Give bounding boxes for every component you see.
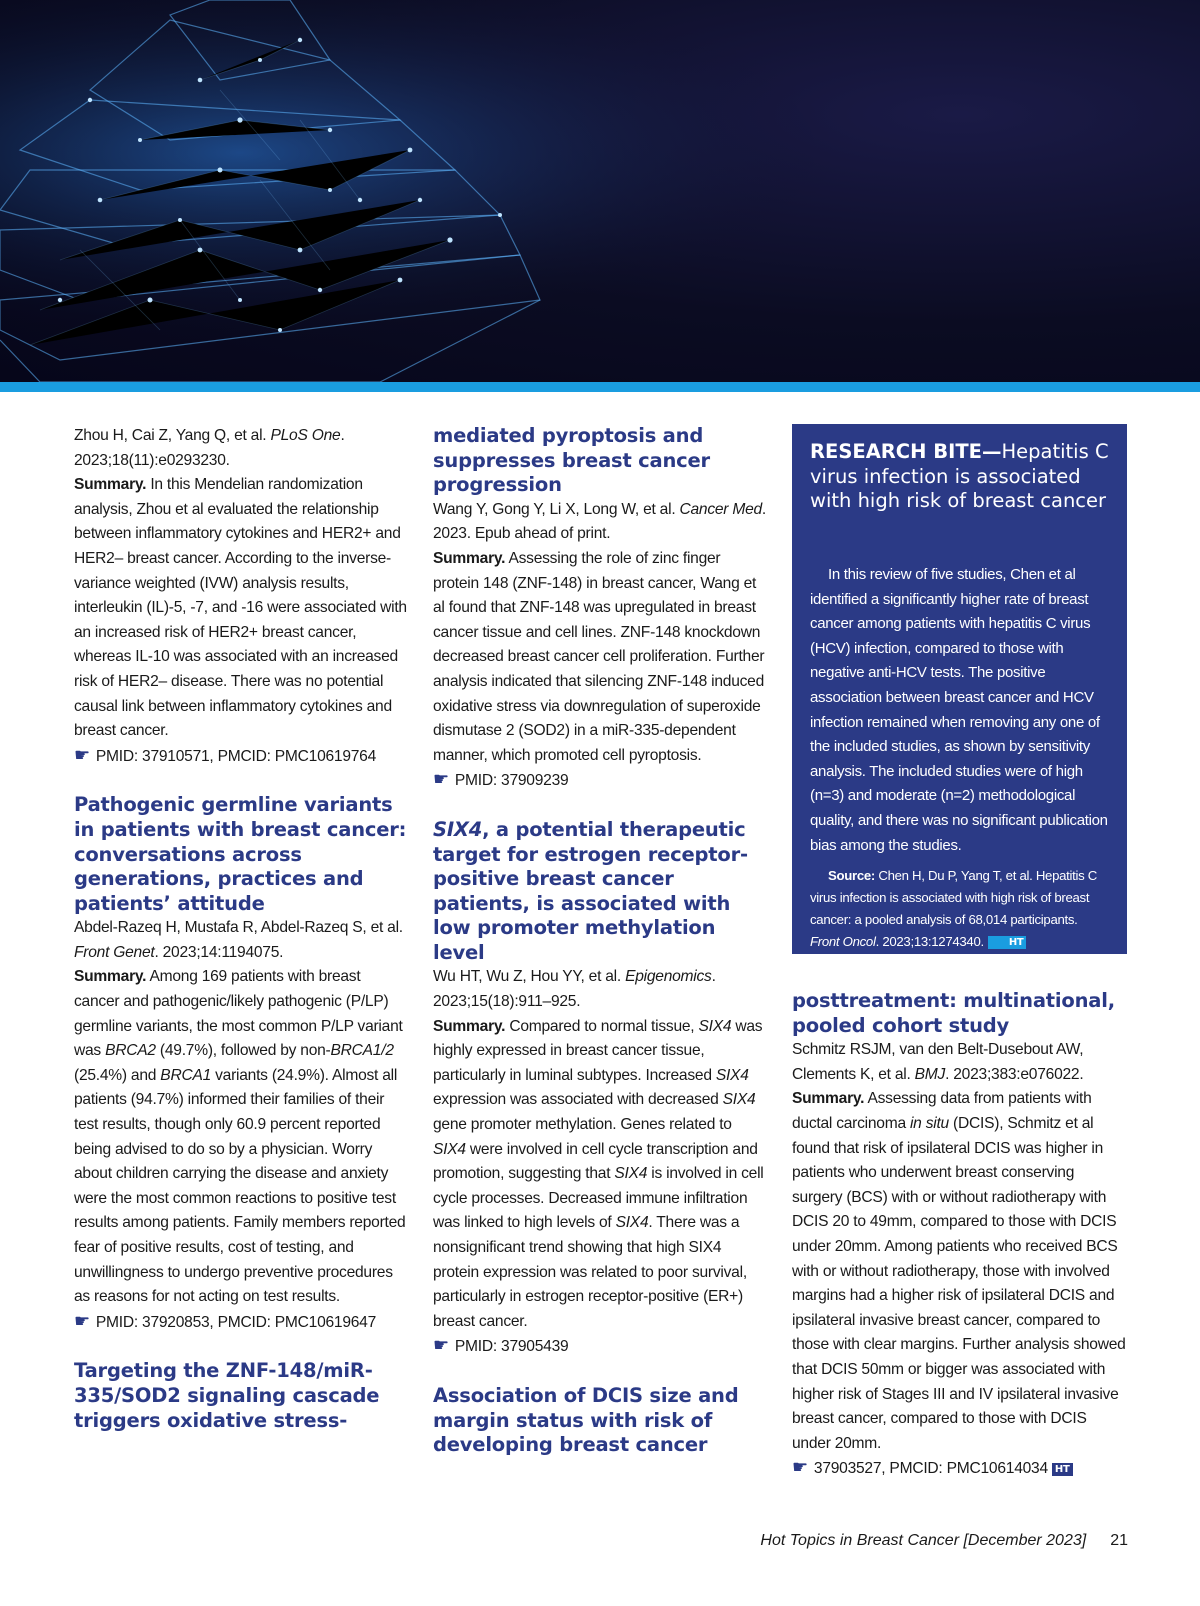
article-title-continued: mediated pyroptosis and suppresses breast cancer progression [433,424,710,497]
header-banner [0,0,1200,382]
pmid-line: ☛ PMID: 37905439 [433,1334,766,1360]
ht-badge: HT [1052,1463,1073,1476]
article-citation: Abdel-Razeq H, Mustafa R, Abdel-Razeq S, et al. Front Genet. 2023;14:1194075. [74,919,403,961]
article-title-continued: posttreatment: multinational, pooled cohort study [792,989,1115,1037]
journal-issue: Hot Topics in Breast Cancer [December 2023] [760,1532,1087,1549]
page-footer [760,1532,1128,1550]
pmid-line: ☛ PMID: 37920853, PMCID: PMC10619647 [74,1310,407,1336]
column-3 [792,989,1128,1482]
article-summary: Summary. Among 169 patients with breast cancer and pathogenic/likely pathogenic (P/LP) germline variants, the most common P/LP variant was BRCA2 (49.7%), followed by non-BRCA1/2 (25.4%) and BRCA1 variants (24.9%). Almost all patients (94.7%) informed their families of their test results, though only 60.9 percent reported being advised to do so by a physician. Worry about children carrying the disease and anxiety were the most common reactions to positive test results among patients. Family members reported fear of positive results, cost of testing, and unwillingness to undergo preventive procedures as reasons for not acting on test results. [74,968,406,1306]
article-title: Targeting the ZNF-148/miR-335/SOD2 signaling cascade triggers oxidative stress- [74,1359,380,1432]
pointing-hand-icon: ☛ [74,1310,90,1332]
article-citation: Schmitz RSJM, van den Belt-Dusebout AW, Clements K, et al. BMJ. 2023;383:e076022. [792,1041,1084,1083]
article-title: Pathogenic germline variants in patients with breast cancer: conversations across generations, practices and patients’ attitude [74,793,407,915]
pointing-hand-icon: ☛ [433,769,449,791]
pmid-line: ☛ 37903527, PMCID: PMC10614034 HT [792,1456,1128,1482]
article-title: Association of DCIS size and margin status with risk of developing breast cancer [433,1383,739,1457]
column-2 [433,424,766,1458]
research-bite-source: Source: Chen H, Du P, Yang T, et al. Hepatitis C virus infection is associated with high risk of breast cancer: a pooled analysis of 68,014 participants. Front Oncol. 2023;13:1274340. HT [810,868,1098,950]
pointing-hand-icon: ☛ [792,1457,808,1479]
column-1 [74,424,407,1433]
article-summary: Summary. Assessing data from patients with ductal carcinoma in situ (DCIS), Schmitz et al found that risk of ipsilateral DCIS was higher in patients who underwent breast conserving surgery (BCS) with or without radiotherapy with DCIS 20 to 49mm, compared to those with DCIS under 20mm. Among patients who received BCS with or without radiotherapy, those with involved margins had a higher risk of ipsilateral DCIS and ipsilateral invasive breast cancer, compared to those with clear margins. Further analysis showed that DCIS 50mm or bigger was associated with higher risk of Stages III and IV ipsilateral invasive breast cancer, compared to those with DCIS under 20mm. [792,1090,1126,1452]
page-number: 21 [1110,1532,1128,1549]
article-citation: Wu HT, Wu Z, Hou YY, et al. Epigenomics. 2023;15(18):911–925. [433,968,716,1011]
pointing-hand-icon: ☛ [433,1335,449,1357]
article-summary: Summary. In this Mendelian randomization analysis, Zhou et al evaluated the relationship between inflammatory cytokines and HER2+ and HER2– breast cancer. According to the inverse-variance weighted (IVW) analysis results, interleukin (IL)-5, -7, and -16 were associated with an increased risk of HER2+ breast cancer, whereas IL-10 was associated with an increased risk of HER2– disease. There was no potential causal link between inflammatory cytokines and breast cancer. [74,476,407,740]
research-bite-box [792,424,1127,954]
ht-badge: HT [988,936,1027,949]
research-bite-title: RESEARCH BITE—Hepatitis C virus infection is associated with high risk of breast cancer [810,440,1109,513]
pointing-hand-icon: ☛ [74,744,90,766]
pmid-line: ☛ PMID: 37910571, PMCID: PMC10619764 [74,744,407,770]
article-citation: Wang Y, Gong Y, Li X, Long W, et al. Cancer Med. 2023. Epub ahead of print. [433,500,767,543]
research-bite-text: In this review of five studies, Chen et al identified a significantly higher rate of breast cancer among patients with hepatitis C virus (HCV) infection, compared to those with negative anti-HCV tests. The positive association between breast cancer and HCV infection remained when removing any one of the included studies, as shown by sensitivity analysis. The included studies were of high (n=3) and moderate (n=2) methodological quality, and there was no significant publication bias among the studies. [810,566,1108,854]
pmid-line: ☛ PMID: 37909239 [433,768,766,794]
article-summary: Summary. Compared to normal tissue, SIX4 was highly expressed in breast cancer tissue, particularly in luminal subtypes. Increased SIX4 expression was associated with decreased SIX4 gene promoter methylation. Genes related to SIX4 were involved in cell cycle transcription and promotion, suggesting that SIX4 is involved in cell cycle processes. Decreased immune infiltration was linked to high levels of SIX4. There was a nonsignificant trend showing that high SIX4 protein expression was related to poor survival, particularly in estrogen receptor-positive (ER+) breast cancer. [433,1017,764,1330]
article-title: SIX4, a potential therapeutic target for estrogen receptor-positive breast cancer patients, is associated with low promoter methylation level [433,817,748,964]
network-wing-graphic [0,0,1200,382]
header-accent-bar [0,382,1200,392]
article-summary: Summary. Assessing the role of zinc finger protein 148 (ZNF-148) in breast cancer, Wang et al found that ZNF-148 was upregulated in breast cancer tissue and cell lines. ZNF-148 knockdown decreased breast cancer cell proliferation. Further analysis indicated that silencing ZNF-148 induced oxidative stress via downregulation of superoxide dismutase 2 (SOD2) in a miR-335-dependent manner, which promoted cell pyroptosis. [433,549,765,764]
article-citation: Zhou H, Cai Z, Yang Q, et al. PLoS One. 2023;18(11):e0293230. [74,427,345,469]
